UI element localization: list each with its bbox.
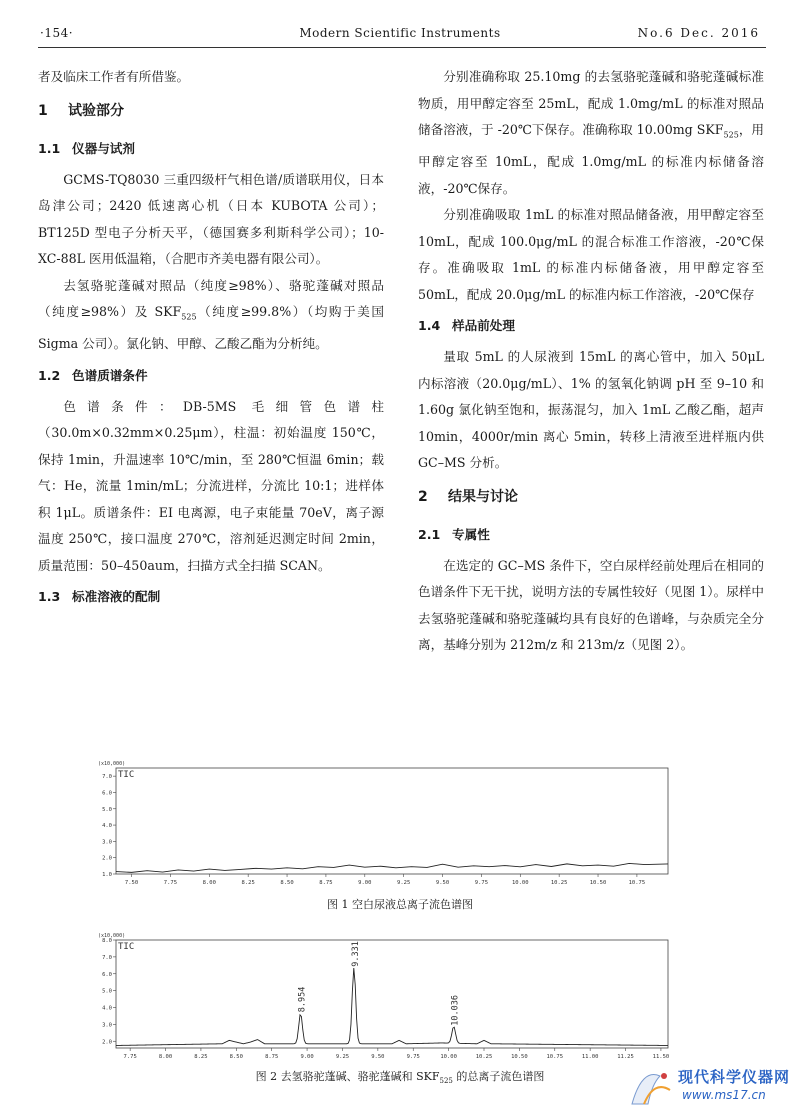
x-tick-label: 9.50	[435, 880, 450, 886]
para-instruments: GCMS-TQ8030 三重四级杆气相色谱/质谱联用仪，日本岛津公司；2420 低速离心机（日本 KUBOTA 公司）；BT125D 型电子分析天平，（德国赛多利斯科学公司）；10-XC-88L 医用低温箱，（合肥市齐美电器有限公司）。	[38, 171, 384, 266]
x-tick-label: 10.75	[628, 880, 646, 886]
x-tick-label: 7.50	[124, 880, 139, 886]
section-1-3-heading: 1.3 标准溶液的配制	[38, 589, 161, 605]
plot-frame	[116, 768, 668, 874]
y-tick-label: 6.0	[102, 971, 112, 978]
x-tick-label: 8.50	[280, 880, 294, 886]
x-tick-label: 8.25	[194, 1054, 208, 1060]
chart-scale-label: (x10,000)	[98, 761, 126, 767]
x-tick-label: 7.75	[163, 880, 178, 886]
left-column	[38, 64, 384, 615]
y-tick-label: 7.0	[102, 954, 112, 961]
x-tick-label: 9.00	[300, 1054, 314, 1060]
para-sample-prep: 量取 5mL 的人尿液到 15mL 的离心管中，加入 50μL 内标溶液（20.0μg/mL）、1% 的氢氧化钠调 pH 至 9–10 和 1.60g 氯化钠至饱和，振荡混匀，加入 1mL 乙酸乙酯，超声 10min，4000r/min 离心 5min，转移上清液至进样瓶内供 GC–MS 分析。	[418, 349, 764, 471]
x-tick-label: 9.25	[397, 880, 411, 886]
section-1-heading: 1 试验部分	[38, 102, 124, 119]
y-tick-label: 2.0	[102, 855, 112, 862]
y-tick-label: 3.0	[102, 839, 112, 846]
y-tick-label: 8.0	[102, 938, 112, 944]
x-tick-label: 9.25	[335, 1054, 350, 1060]
y-tick-label: 1.0	[102, 872, 112, 878]
x-tick-label: 8.25	[241, 880, 255, 886]
x-tick-label: 9.75	[406, 1054, 420, 1060]
peak-label: 9.331	[350, 941, 361, 967]
issue-info: No.6 Dec. 2016	[637, 26, 760, 40]
x-tick-label: 11.50	[652, 1054, 670, 1060]
watermark-url: www.ms17.cn	[682, 1088, 766, 1102]
x-tick-label: 10.50	[511, 1054, 528, 1060]
peak-label: 10.036	[450, 995, 461, 1026]
section-1-4-heading: 1.4 样品前处理	[418, 318, 515, 334]
x-tick-label: 9.75	[474, 880, 489, 886]
site-watermark	[630, 1064, 795, 1109]
x-tick-label: 8.00	[158, 1054, 173, 1060]
chart-scale-label: (x10,000)	[98, 933, 126, 939]
plot-frame	[116, 940, 668, 1048]
x-tick-label: 10.00	[440, 1054, 457, 1060]
x-tick-label: 8.75	[265, 1054, 279, 1060]
para-specificity: 在选定的 GC–MS 条件下，空白尿样经前处理后在相同的色谱条件下无干扰，说明方法的专属性较好（见图 1）。尿样中去氢骆驼蓬碱和骆驼蓬碱均具有良好的色谱峰，与杂质完全分离，基峰分别为 212m/z 和 213m/z（见图 2）。	[418, 557, 764, 653]
para-conditions: 色谱条件：DB-5MS 毛细管色谱柱（30.0m×0.32mm×0.25μm），柱温：初始温度 150℃，保持 1min，升温速率 10℃/min，至 280℃恒温 6min；载气：He，流量 1min/mL；分流进样，分流比 10:1；进样体积 1μL。质谱条件：EI 电离源，电子束能量 70eV，离子源温度 250℃，接口温度 270℃，溶剂延迟测定时间 2min，质量范围：50–450aum，扫描方式全扫描 SCAN。	[38, 398, 384, 573]
chart-series-label: TIC	[118, 942, 135, 952]
para-intro-end: 者及临床工作者有所借鉴。	[38, 69, 190, 84]
journal-name: Modern Scientific Instruments	[299, 26, 501, 40]
y-tick-label: 5.0	[102, 988, 112, 995]
x-tick-label: 9.50	[371, 1054, 385, 1060]
y-tick-label: 2.0	[102, 1039, 112, 1046]
x-tick-label: 8.75	[319, 880, 333, 886]
x-tick-label: 10.75	[546, 1054, 564, 1060]
y-tick-label: 6.0	[102, 790, 112, 797]
y-tick-label: 4.0	[102, 1005, 112, 1012]
section-2-1-heading: 2.1 专属性	[418, 526, 490, 542]
watermark-title: 现代科学仪器网	[678, 1068, 791, 1086]
figure-2-caption: 图 2 去氢骆驼蓬碱、骆驼蓬碱和 $SKF_{525}$ 的总离子流色谱图	[255, 1070, 545, 1086]
y-tick-label: 5.0	[102, 806, 112, 813]
para-working-solutions: 分别准确吸取 1mL 的标准对照品储备液，用甲醇定容至 10mL，配成 100.0μg/mL 的混合标准工作溶液，-20℃保存。准确吸取 1mL 的标准内标储备液，用甲醇定容至 50mL，配成 20.0μg/mL 的标准内标工作溶液，-20℃保存	[418, 207, 764, 302]
right-column	[418, 64, 764, 659]
header-rule	[38, 47, 766, 48]
x-tick-label: 10.50	[589, 880, 607, 886]
peak-label: 8.954	[297, 986, 308, 1013]
section-1-1-heading: 1.1 仪器与试剂	[38, 140, 135, 156]
x-tick-label: 7.75	[123, 1054, 137, 1060]
figure-1-chromatogram	[92, 756, 672, 892]
y-tick-label: 4.0	[102, 823, 112, 830]
y-tick-label: 7.0	[102, 774, 112, 781]
y-tick-label: 3.0	[102, 1022, 112, 1029]
figure-1-caption: 图 1 空白尿液总离子流色谱图	[327, 898, 473, 911]
figure-2-chromatogram	[92, 926, 672, 1064]
tic-trace	[116, 863, 668, 872]
x-tick-label: 10.25	[550, 880, 568, 886]
x-tick-label: 11.25	[617, 1054, 634, 1060]
section-1-2-heading: 1.2 色谱质谱条件	[38, 367, 148, 383]
x-tick-label: 11.00	[581, 1054, 599, 1060]
page-number: ·154·	[40, 26, 74, 40]
x-tick-label: 8.50	[229, 1054, 243, 1060]
x-tick-label: 9.00	[358, 880, 372, 886]
tic-trace	[116, 968, 668, 1045]
chart-series-label: TIC	[118, 770, 135, 780]
x-tick-label: 10.25	[475, 1054, 493, 1060]
x-tick-label: 8.00	[202, 880, 216, 886]
x-tick-label: 10.00	[512, 880, 529, 886]
para-reagents: 去氢骆驼蓬碱对照品（纯度≥98%）、骆驼蓬碱对照品（纯度≥98%）及 $SKF_{525}$（纯度≥99.8%）（均购于美国 Sigma 公司）。氯化钠、甲醇、乙酸乙酯为分析纯。	[38, 277, 384, 352]
para-stock-solutions: 分别准确称取 25.10mg 的去氢骆驼蓬碱和骆驼蓬碱标准物质，用甲醇定容至 25mL，配成 1.0mg/mL 的标准对照品储备溶液，于 -20℃下保存。准确称取 10.00mg $SKF_{525}$，用甲醇定容至 10mL，配成 1.0mg/mL 的标准内标储备溶液，-20℃保存。	[418, 69, 764, 196]
section-2-heading: 2 结果与讨论	[418, 488, 518, 505]
